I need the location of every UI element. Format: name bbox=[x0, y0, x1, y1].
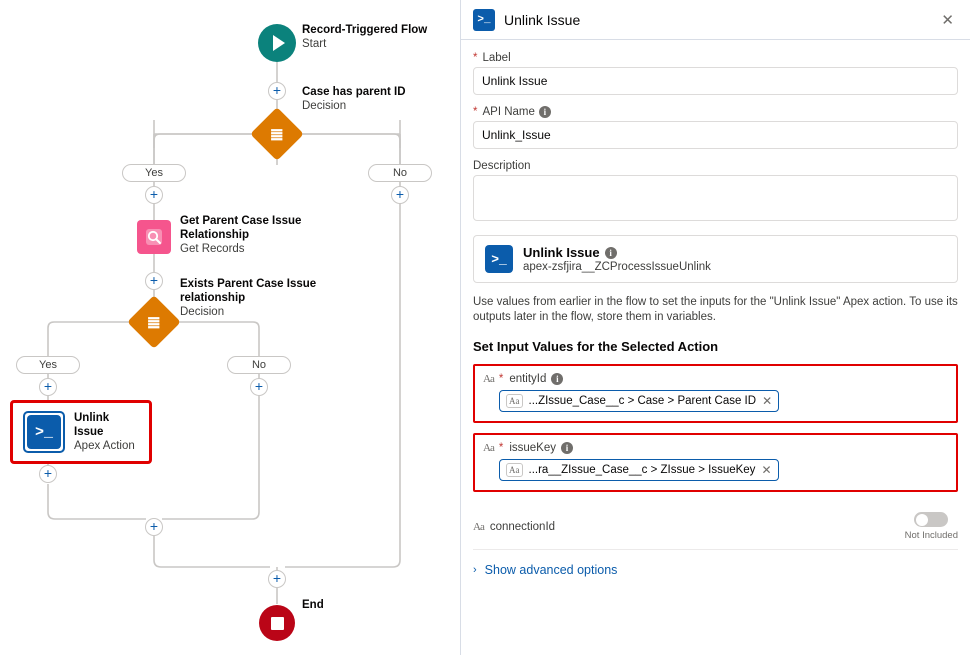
flow-canvas[interactable] bbox=[0, 0, 460, 655]
branch-label-yes-1: Yes bbox=[122, 164, 186, 182]
add-element-button[interactable]: + bbox=[268, 570, 286, 588]
panel-help-text: Use values from earlier in the flow to set the inputs for the "Unlink Issue" Apex action. To use its outputs later in the flow, store them in variables. bbox=[473, 296, 958, 323]
node-decision-exists-parent-case-issue[interactable] bbox=[135, 303, 173, 341]
start-icon bbox=[258, 24, 296, 62]
node-end[interactable] bbox=[259, 605, 295, 641]
add-element-button[interactable]: + bbox=[391, 186, 409, 204]
node-end-label: End bbox=[302, 599, 324, 611]
text-type-icon: Aa bbox=[473, 520, 484, 533]
action-card-subtitle: apex-zsfjira__ZCProcessIssueUnlink bbox=[523, 261, 711, 273]
decision-icon: ≣ bbox=[250, 107, 304, 161]
connectionid-name: connectionId bbox=[489, 520, 556, 533]
input-row-connectionid bbox=[473, 502, 958, 550]
apex-action-icon: >_ bbox=[473, 9, 495, 31]
show-advanced-options-toggle[interactable] bbox=[473, 563, 958, 577]
apex-action-icon: >_ bbox=[27, 415, 61, 449]
field-label bbox=[473, 52, 958, 95]
label-input[interactable] bbox=[473, 67, 958, 95]
selected-action-card[interactable] bbox=[473, 235, 958, 283]
required-marker: * bbox=[473, 106, 478, 118]
node-apex-label: Unlink Issue Apex Action bbox=[74, 412, 135, 452]
branch-label-no-2: No bbox=[227, 356, 291, 374]
api-name-text: API Name bbox=[482, 106, 535, 118]
required-marker: * bbox=[498, 442, 504, 454]
action-card-title: Unlink Issue bbox=[523, 245, 600, 260]
node-apex-action-unlink-issue[interactable] bbox=[10, 400, 152, 464]
text-type-icon: Aa bbox=[506, 394, 523, 408]
end-icon bbox=[259, 605, 295, 641]
api-name-field-caption bbox=[473, 106, 958, 118]
issuekey-value: ...ra__ZIssue_Case__c > ZIssue > IssueKey bbox=[528, 464, 756, 476]
input-row-issuekey bbox=[473, 433, 958, 492]
entityid-name: entityId bbox=[509, 373, 547, 385]
info-icon[interactable]: i bbox=[539, 106, 551, 118]
panel-header bbox=[461, 0, 970, 40]
connectionid-toggle-caption: Not Included bbox=[904, 530, 958, 541]
add-element-button[interactable]: + bbox=[39, 378, 57, 396]
info-icon[interactable]: i bbox=[561, 442, 573, 454]
description-textarea[interactable] bbox=[473, 175, 958, 221]
description-text: Description bbox=[473, 160, 531, 172]
branch-label-no-1: No bbox=[368, 164, 432, 182]
node-decision2-label: Exists Parent Case Issue relationship Decision bbox=[180, 278, 317, 318]
show-advanced-options-label: Show advanced options bbox=[484, 563, 618, 577]
add-element-button[interactable]: + bbox=[145, 518, 163, 536]
clear-icon[interactable]: ✕ bbox=[762, 394, 773, 408]
add-element-button[interactable]: + bbox=[145, 272, 163, 290]
issuekey-name: issueKey bbox=[509, 442, 556, 454]
input-row-entityid bbox=[473, 364, 958, 423]
properties-panel bbox=[460, 0, 970, 655]
label-field-caption bbox=[473, 52, 958, 64]
chevron-right-icon: › bbox=[473, 564, 477, 576]
info-icon[interactable]: i bbox=[551, 373, 563, 385]
connectionid-toggle[interactable] bbox=[914, 512, 948, 527]
decision-icon: ≣ bbox=[127, 295, 181, 349]
required-marker: * bbox=[498, 373, 504, 385]
add-element-button[interactable]: + bbox=[268, 82, 286, 100]
branch-label-yes-2: Yes bbox=[16, 356, 80, 374]
node-get-records-label: Get Parent Case Issue Relationship Get Records bbox=[180, 215, 302, 255]
close-icon[interactable]: ✕ bbox=[941, 11, 954, 29]
entityid-caption bbox=[483, 373, 948, 385]
issuekey-value-pill[interactable] bbox=[499, 459, 779, 481]
input-values-section-title: Set Input Values for the Selected Action bbox=[473, 339, 719, 354]
node-get-records[interactable] bbox=[137, 220, 171, 254]
required-marker: * bbox=[473, 52, 478, 64]
node-start[interactable] bbox=[258, 24, 296, 62]
text-type-icon: Aa bbox=[506, 463, 523, 477]
description-field-caption bbox=[473, 160, 958, 172]
add-element-button[interactable]: + bbox=[250, 378, 268, 396]
label-text: Label bbox=[482, 52, 511, 64]
get-records-icon bbox=[137, 220, 171, 254]
clear-icon[interactable]: ✕ bbox=[761, 463, 772, 477]
text-type-icon: Aa bbox=[483, 373, 494, 385]
action-card-title-row bbox=[523, 245, 711, 260]
info-icon[interactable]: i bbox=[605, 247, 617, 259]
apex-action-icon: >_ bbox=[485, 245, 513, 273]
node-decision-case-has-parent-id[interactable] bbox=[258, 115, 296, 153]
text-type-icon: Aa bbox=[483, 442, 494, 454]
add-element-button[interactable]: + bbox=[39, 465, 57, 483]
issuekey-caption bbox=[483, 442, 948, 454]
add-element-button[interactable]: + bbox=[145, 186, 163, 204]
api-name-input[interactable] bbox=[473, 121, 958, 149]
panel-title: Unlink Issue bbox=[504, 11, 581, 28]
field-description bbox=[473, 160, 958, 224]
connectionid-toggle-wrap bbox=[905, 512, 958, 541]
apex-node-selection-ring bbox=[23, 411, 65, 453]
field-api-name bbox=[473, 106, 958, 149]
connectionid-caption bbox=[473, 521, 555, 533]
entityid-value: ...ZIssue_Case__c > Case > Parent Case ID bbox=[528, 395, 757, 407]
entityid-value-pill[interactable] bbox=[499, 390, 779, 412]
node-start-label: Record-Triggered Flow Start bbox=[302, 24, 428, 50]
node-decision1-label: Case has parent ID Decision bbox=[302, 86, 406, 112]
panel-body bbox=[461, 40, 970, 655]
